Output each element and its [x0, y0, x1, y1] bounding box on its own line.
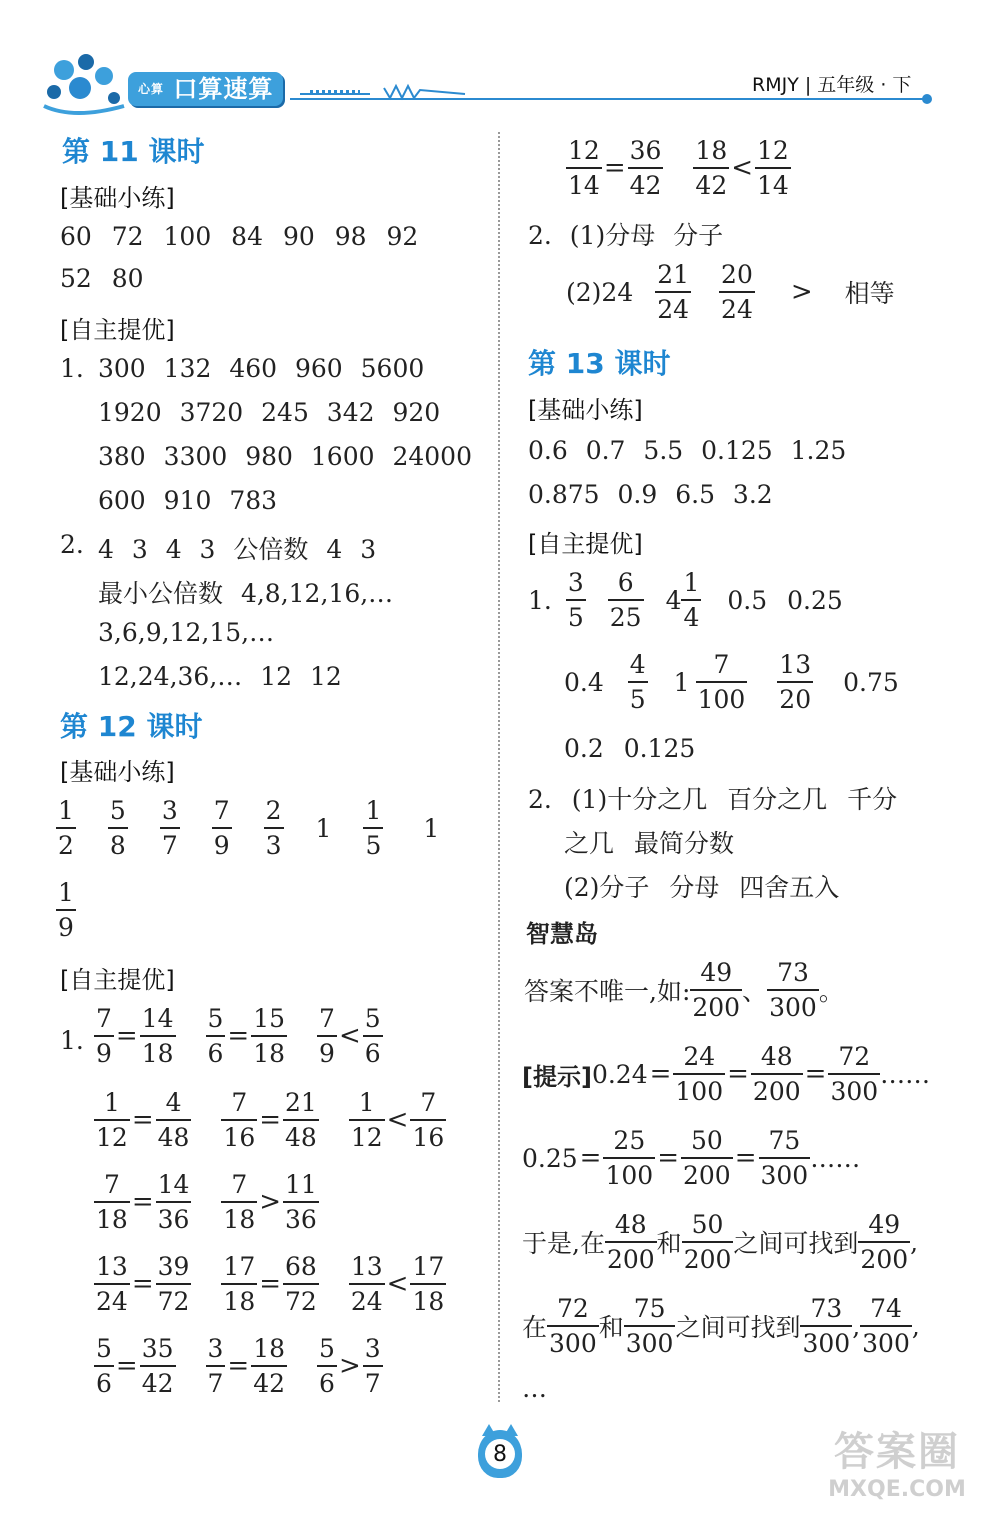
equals-sign: =: [227, 1021, 250, 1051]
lesson-13-title: 第 13 课时: [528, 347, 671, 380]
fraction: $\frac{3}{7}$: [207, 1334, 224, 1398]
lesson-13-basic-row-2: 0.875 0.9 6.5 3.2: [528, 480, 773, 509]
equals-sign: =: [259, 1269, 282, 1299]
separator: 、: [742, 977, 768, 1006]
fraction: $\frac{11}{36}$: [285, 1170, 317, 1234]
answer-prefix: 答案不唯一,如:: [524, 977, 691, 1006]
right-q2-2: [566, 262, 895, 322]
value-one: 1: [315, 813, 332, 843]
lesson-13-basic-heading: [基础小练]: [528, 396, 643, 424]
text: ,: [911, 1311, 920, 1341]
equals-sign: =: [131, 1105, 154, 1135]
header-rule: [290, 98, 928, 100]
text: 于是,在: [522, 1229, 605, 1258]
lesson-11-q1-row-4: 600 910 783: [98, 486, 278, 515]
page-number-badge: [478, 1430, 522, 1478]
equals-sign: =: [603, 153, 626, 183]
lesson-13-q2-line-1: 2. (1)十分之几 百分之几 千分: [528, 785, 898, 814]
header-rule-dot: [922, 94, 932, 104]
ellipsis: ……: [880, 1059, 931, 1089]
wisdom-island-heading: 智慧岛: [526, 920, 598, 948]
fraction: $\frac{7}{16}$: [223, 1088, 256, 1152]
fraction: $\frac{18}{42}$: [253, 1334, 286, 1398]
lesson-12-basic-frac-19: [56, 880, 76, 940]
greater-than-sign: >: [790, 277, 813, 307]
lesson-12-adv-heading: [自主提优]: [60, 966, 175, 994]
trailing-ellipsis: …: [522, 1374, 547, 1403]
fraction: $\frac{25}{100}$: [605, 1126, 654, 1190]
fraction: $\frac{20}{24}$: [721, 260, 753, 324]
hint-value: 0.24: [591, 1059, 648, 1089]
mascot-icon: [34, 40, 134, 120]
page-number: 8: [485, 1439, 515, 1469]
decimal: 0.75: [843, 667, 899, 697]
fraction: $\frac{39}{72}$: [157, 1252, 190, 1316]
lesson-11-q2-label: 2.: [60, 530, 84, 559]
fraction: $\frac{7}{9}$: [96, 1004, 112, 1068]
text: 在: [522, 1313, 548, 1342]
lesson-11-q1-label: 1.: [60, 354, 84, 383]
text: 之间可找到: [675, 1313, 801, 1342]
fraction: $\frac{21}{48}$: [285, 1088, 317, 1152]
fraction: $\frac{21}{24}$: [657, 260, 690, 324]
column-divider: [498, 132, 500, 1402]
lesson-13-q1-row-2: [564, 652, 899, 712]
fraction: $\frac{1}{9}$: [58, 878, 74, 942]
less-than-sign: <: [338, 1021, 361, 1051]
fraction: $\frac{1}{12}$: [350, 1088, 383, 1152]
fraction: $\frac{48}{200}$: [752, 1042, 801, 1106]
lesson-13-q2-line-3: (2)分子 分母 四舍五入: [564, 873, 840, 902]
decimals: 0.5 0.25: [727, 585, 843, 615]
q2-2-prefix: (2)24: [566, 277, 634, 307]
greater-than-sign: >: [259, 1187, 282, 1217]
fraction: $\frac{18}{42}$: [695, 136, 728, 200]
fraction: $\frac{3}{7}$: [364, 1334, 381, 1398]
less-than-sign: <: [731, 153, 754, 183]
q1-label: 1.: [528, 585, 552, 615]
logo-text: 口算速算: [173, 75, 274, 103]
header-book-title: [128, 72, 283, 106]
comparison-row: [94, 1090, 446, 1150]
lesson-13-q1-row-3: 0.2 0.125: [564, 734, 696, 763]
equals-sign: =: [259, 1105, 282, 1135]
text: ,: [910, 1227, 919, 1257]
greater-than-sign: >: [338, 1351, 361, 1381]
fraction: $\frac{12}{14}$: [568, 136, 600, 200]
less-than-sign: <: [386, 1105, 409, 1135]
fraction: $\frac{50}{200}$: [683, 1210, 732, 1274]
lesson-12-basic-fracs: [56, 798, 439, 858]
fraction: $\frac{73}{300}$: [769, 958, 817, 1022]
equals-sign: =: [115, 1021, 138, 1051]
lesson-13-q1-row-1: [528, 570, 843, 630]
fraction: $\frac{7}{9}$: [213, 796, 230, 860]
lesson-12-title: 第 12 课时: [60, 710, 203, 743]
lesson-13-adv-heading: [自主提优]: [528, 530, 643, 558]
equals-sign: =: [131, 1269, 154, 1299]
conclusion-line-1: [522, 1212, 918, 1272]
fraction: $\frac{49}{200}$: [860, 1210, 909, 1274]
fraction: $\frac{50}{200}$: [682, 1126, 731, 1190]
fraction: $\frac{73}{300}$: [802, 1294, 851, 1358]
logo-small-text: 心算: [138, 82, 165, 96]
lesson-11-basic-heading: [基础小练]: [60, 184, 175, 212]
lesson-11-title: 第 11 课时: [62, 135, 205, 168]
fraction: $\frac{2}{3}$: [265, 796, 282, 860]
fraction: $\frac{15}{18}$: [253, 1004, 286, 1068]
less-than-sign: <: [386, 1269, 409, 1299]
fraction: $\frac{1}{2}$: [58, 796, 74, 860]
hint-line: [提示] 0.24 = $\frac{24}{100}$ = $\frac{48}{200}$ = $\frac{72}{300}$ ……: [522, 1042, 931, 1106]
fraction: $\frac{7}{100}$: [697, 650, 746, 714]
equals-sign: =: [131, 1187, 154, 1217]
fraction: $\frac{12}{14}$: [757, 136, 789, 200]
header-zigzag-icon: [300, 80, 470, 104]
equals-sign: =: [227, 1351, 250, 1381]
comparison-row: [94, 1254, 446, 1314]
comparison-row: [94, 1006, 383, 1066]
header-grade-label: RMJY | 五年级 · 下: [752, 74, 912, 96]
fraction: $\frac{5}{6}$: [96, 1334, 112, 1398]
fraction: $\frac{7}{9}$: [319, 1004, 335, 1068]
value-one: 1: [423, 813, 440, 843]
lesson-11-basic-row-1: 60 72 100 84 90 98 92: [60, 222, 419, 251]
fraction: $\frac{36}{42}$: [629, 136, 662, 200]
fraction: $\frac{3}{5}$: [567, 568, 584, 632]
lesson-11-q1-row-2: 1920 3720 245 342 920: [98, 398, 441, 427]
fraction: $\frac{14}{18}$: [141, 1004, 174, 1068]
comparison-row: [94, 1172, 319, 1232]
lesson-11-adv-heading: [自主提优]: [60, 316, 175, 344]
fraction: $\frac{4}{48}$: [157, 1088, 190, 1152]
fraction: $\frac{7}{16}$: [412, 1088, 445, 1152]
whole-part: 4: [665, 585, 682, 615]
right-top-comparison-row: [566, 138, 791, 198]
text: ,: [852, 1311, 861, 1341]
text: 和: [598, 1313, 624, 1342]
fraction: $\frac{24}{100}$: [675, 1042, 724, 1106]
text: 之间可找到: [733, 1229, 859, 1258]
answer-line: [524, 960, 844, 1020]
fraction: $\frac{35}{42}$: [141, 1334, 174, 1398]
period: 。: [818, 977, 844, 1006]
fraction: $\frac{7}{18}$: [96, 1170, 128, 1234]
fraction: $\frac{7}{18}$: [223, 1170, 256, 1234]
watermark-logo: 答案圈: [834, 1429, 960, 1475]
fraction: $\frac{1}{4}$: [683, 568, 700, 632]
fraction: $\frac{5}{6}$: [207, 1004, 224, 1068]
lesson-11-q2-row-1: 4 3 4 3 公倍数 4 3: [98, 535, 377, 564]
ellipsis: ……: [810, 1143, 861, 1173]
lesson-11-basic-row-2: 52 80: [60, 264, 144, 293]
equality-line-025: 0.25 = $\frac{25}{100}$ = $\frac{50}{200}$ = $\frac{75}{300}$ ……: [522, 1126, 861, 1190]
fraction: $\frac{68}{72}$: [285, 1252, 317, 1316]
right-q2-1: 2. (1)分母 分子: [528, 221, 724, 250]
whole-part: 1: [673, 667, 690, 697]
lesson-13-basic-row-1: 0.6 0.7 5.5 0.125 1.25: [528, 436, 847, 465]
fraction: $\frac{74}{300}$: [862, 1294, 910, 1358]
fraction: $\frac{5}{6}$: [364, 1004, 381, 1068]
watermark-url: MXQE.COM: [828, 1477, 966, 1502]
lesson-11-q1-row-1: 300 132 460 960 5600: [98, 354, 425, 383]
text: 和: [656, 1229, 682, 1258]
conclusion-line-2: [522, 1296, 920, 1356]
comparison-row: [94, 1336, 383, 1396]
watermark: [812, 1420, 982, 1510]
lesson-13-q2-line-2: 之几 最简分数: [564, 829, 734, 858]
fraction: $\frac{13}{24}$: [350, 1252, 383, 1316]
fraction: $\frac{72}{300}$: [830, 1042, 879, 1106]
fraction: $\frac{17}{18}$: [412, 1252, 445, 1316]
lesson-11-q2-row-3: 3,6,9,12,15,…: [98, 618, 275, 647]
fraction: $\frac{1}{12}$: [96, 1088, 128, 1152]
decimal: 0.4: [564, 667, 604, 697]
lesson-11-q2-row-2: 最小公倍数 4,8,12,16,…: [98, 579, 394, 608]
fraction: $\frac{75}{300}$: [760, 1126, 809, 1190]
fraction: $\frac{5}{6}$: [319, 1334, 335, 1398]
lesson-11-q2-row-4: 12,24,36,… 12 12: [98, 662, 342, 691]
q2-2-tail: 相等: [844, 279, 895, 308]
fraction: $\frac{49}{200}$: [692, 958, 741, 1022]
value: 0.25: [522, 1143, 578, 1173]
fraction: $\frac{13}{20}$: [779, 650, 812, 714]
fraction: $\frac{4}{5}$: [629, 650, 646, 714]
fraction: $\frac{5}{8}$: [109, 796, 126, 860]
fraction: $\frac{1}{5}$: [365, 796, 382, 860]
fraction: $\frac{14}{36}$: [157, 1170, 190, 1234]
fraction: $\frac{13}{24}$: [96, 1252, 128, 1316]
lesson-11-q1-row-3: 380 3300 980 1600 24000: [98, 442, 472, 471]
fraction: $\frac{48}{200}$: [606, 1210, 655, 1274]
fraction: $\frac{17}{18}$: [223, 1252, 256, 1316]
fraction: $\frac{75}{300}$: [625, 1294, 674, 1358]
fraction: $\frac{6}{25}$: [609, 568, 642, 632]
equals-sign: =: [115, 1351, 138, 1381]
fraction: $\frac{72}{300}$: [549, 1294, 597, 1358]
fraction: $\frac{3}{7}$: [161, 796, 178, 860]
lesson-12-q1-label: 1.: [60, 1026, 84, 1055]
hint-label: [提示]: [522, 1062, 592, 1091]
lesson-12-basic-heading: [基础小练]: [60, 758, 175, 786]
